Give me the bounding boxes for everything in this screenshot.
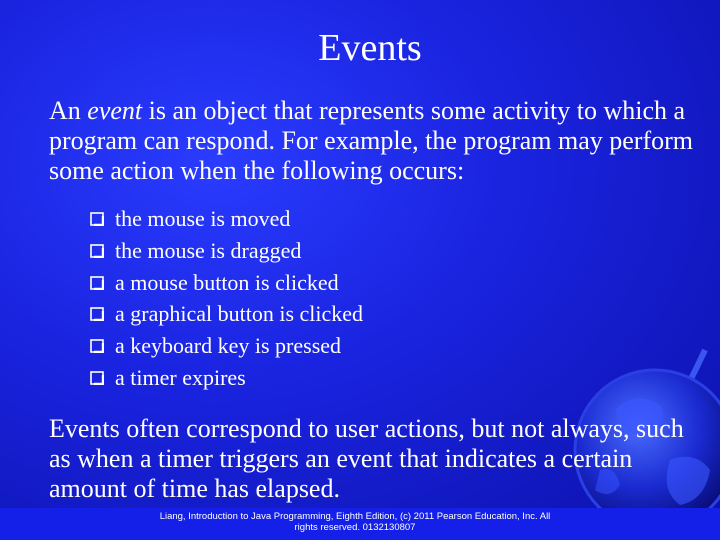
list-item [90, 235, 363, 267]
bullet-list [90, 203, 363, 394]
list-item-text: a timer expires [115, 364, 246, 390]
checkbox-icon [90, 339, 104, 353]
checkbox-icon [90, 307, 104, 321]
checkbox-icon [90, 244, 104, 258]
list-item-text: the mouse is dragged [115, 237, 302, 263]
checkbox-icon [90, 212, 104, 226]
list-item [90, 203, 363, 235]
slide-title: Events [318, 27, 422, 69]
list-item [90, 267, 363, 299]
intro-text-after: is an object that represents some activity to which a program can respond. For example, the program may perform some action when the following occurs: [49, 96, 694, 185]
list-item-text: the mouse is moved [115, 206, 291, 231]
intro-text-before: An [49, 96, 88, 125]
outro-paragraph: Events often correspond to user actions, but not always, such as when a timer triggers an event that indicates a certain amount of time has elapsed. [49, 414, 684, 503]
list-item [90, 330, 363, 362]
list-item [90, 298, 363, 330]
footer-copyright [140, 511, 570, 533]
checkbox-icon [90, 371, 104, 385]
list-item-text: a keyboard key is pressed [115, 333, 342, 359]
footer-line-1: Liang, Introduction to Java Programming, Eighth Edition, (c) 2011 Pearson Education, Inc. All [159, 511, 551, 522]
intro-emphasis: event [87, 96, 143, 125]
list-item-text: a graphical button is clicked [115, 301, 364, 327]
footer-line-2: rights reserved. 0132130807 [294, 522, 416, 533]
list-item-text: a mouse button is clicked [115, 269, 339, 295]
checkbox-icon [90, 276, 104, 290]
intro-paragraph [49, 96, 719, 186]
list-item [90, 362, 363, 394]
